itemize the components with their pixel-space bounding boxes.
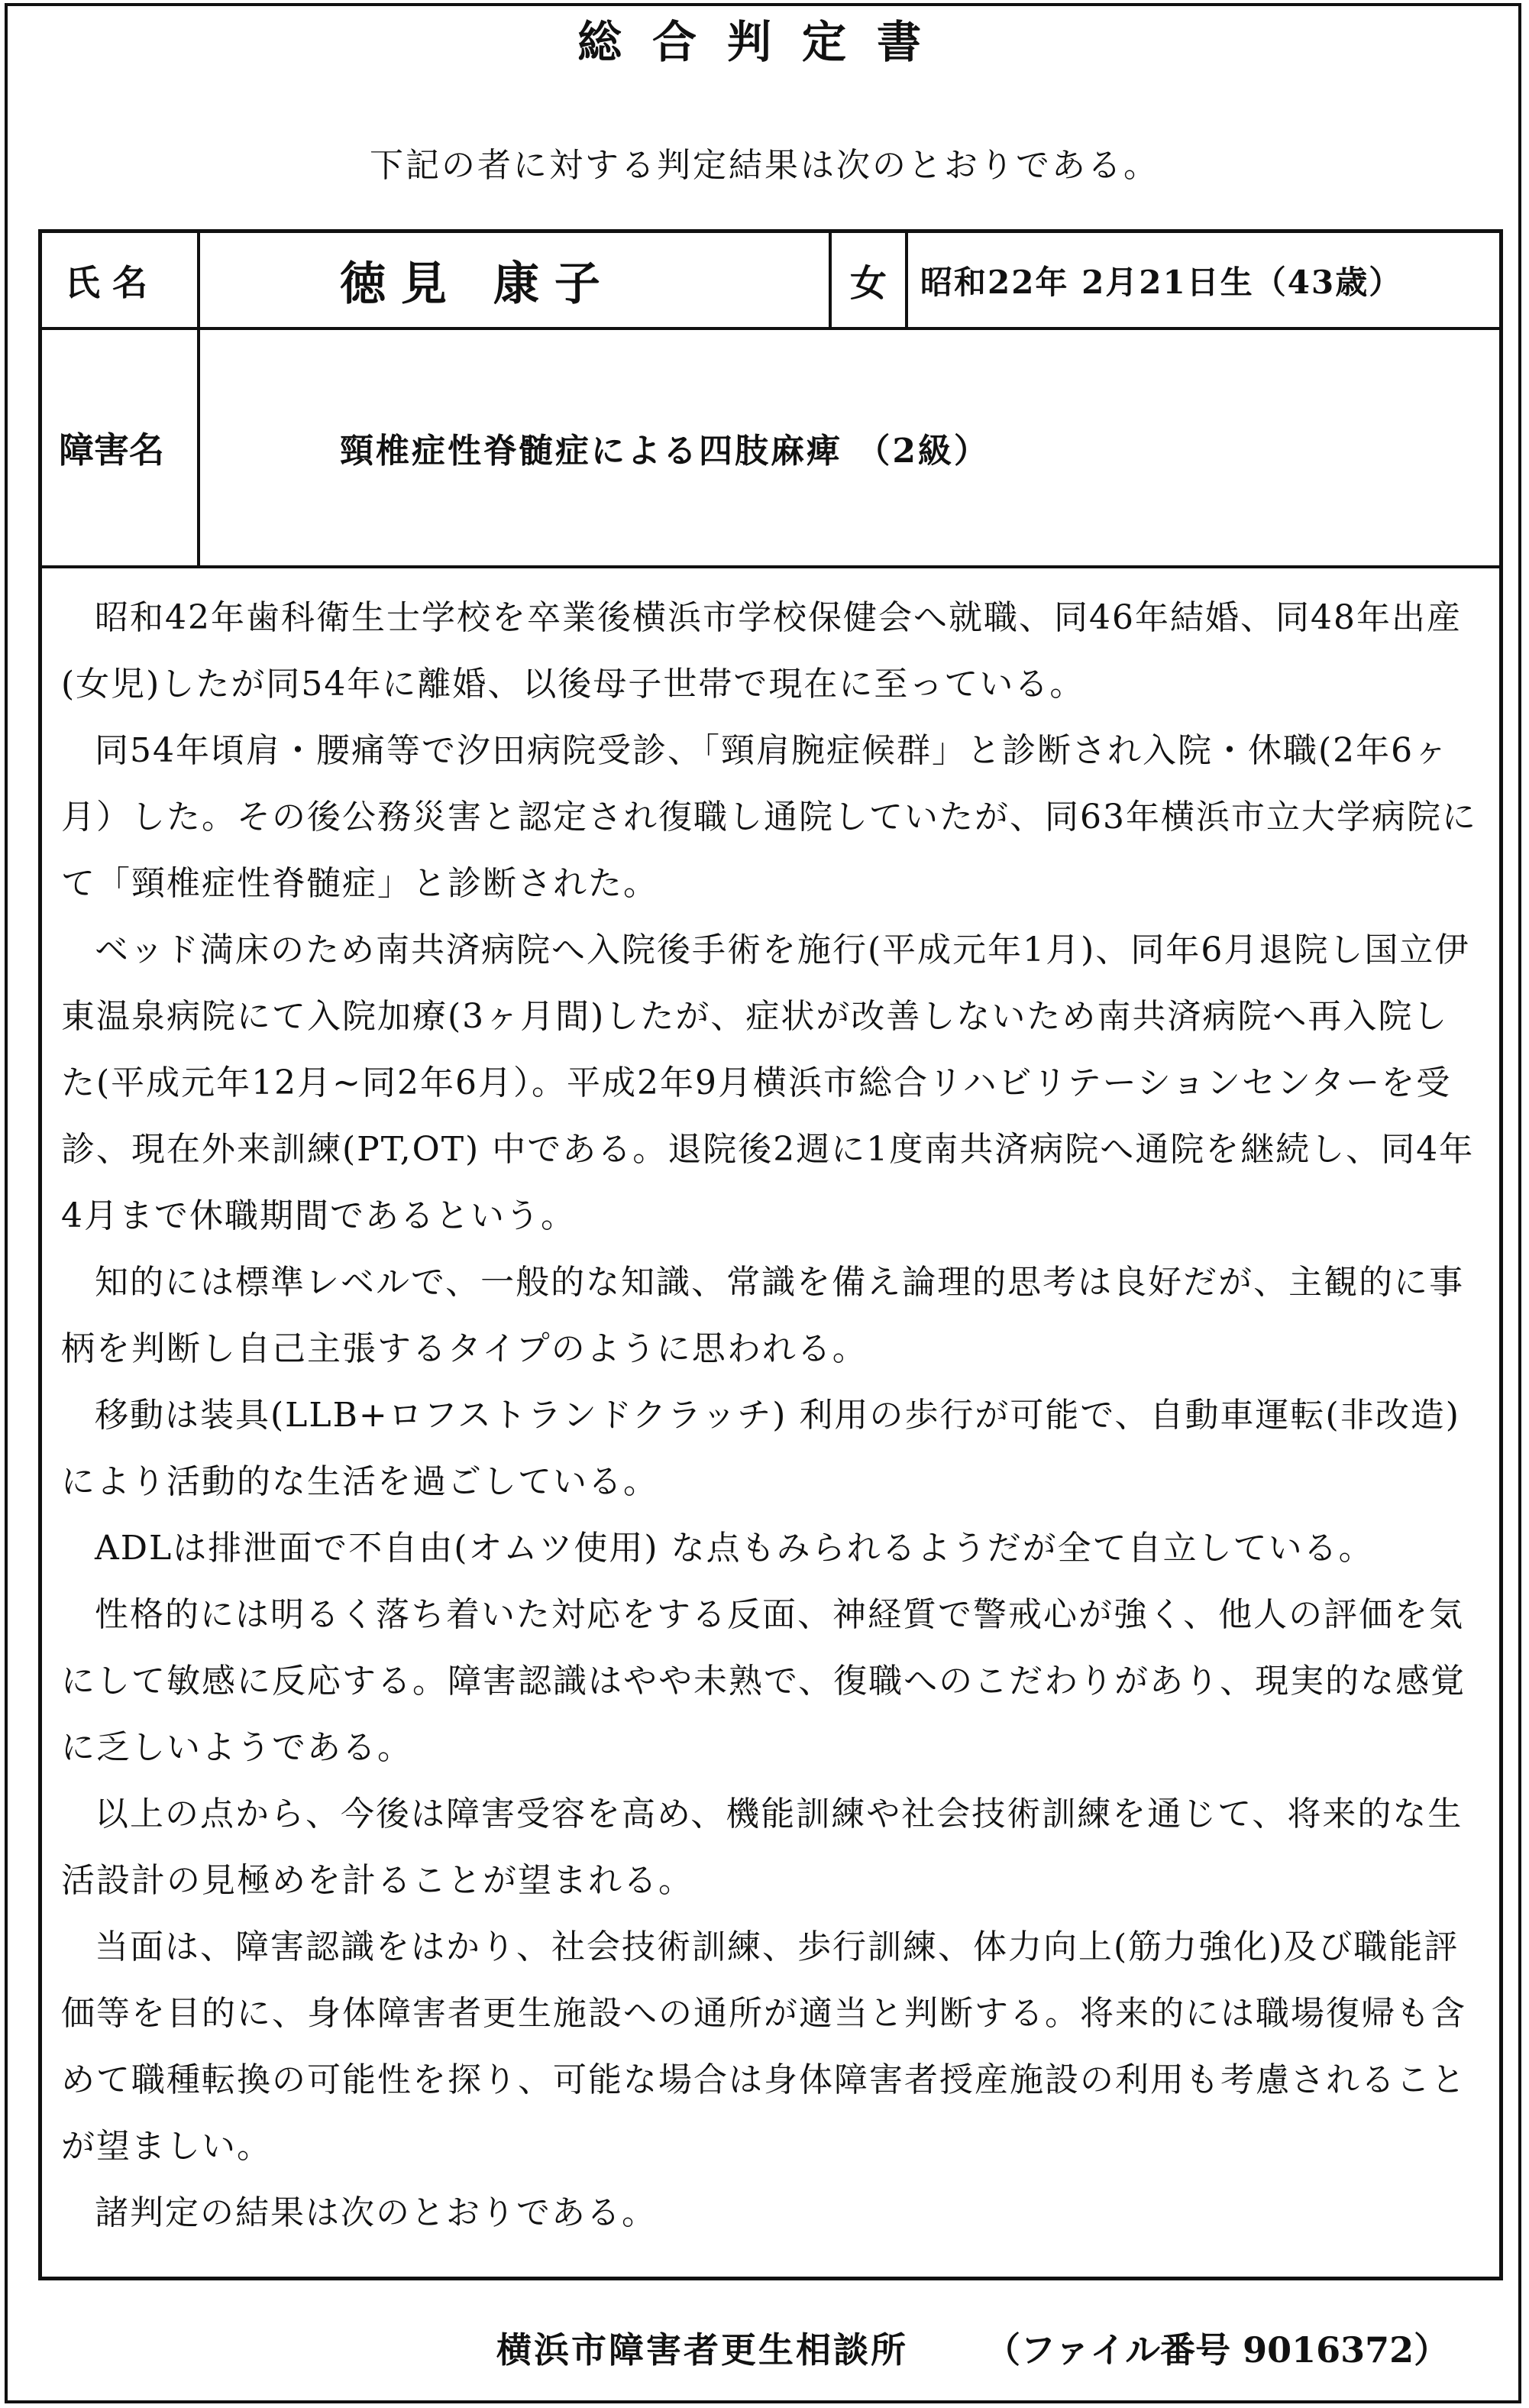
row-divider-disability bbox=[42, 565, 1499, 568]
disability-label: 障害名 bbox=[59, 429, 164, 471]
paragraph-personality: 性格的には明るく落ち着いた対応をする反面、神経質で警戒心が強く、他人の評価を気にして敏感に反応する。障害認識はやや未熟で、復職へのこだわりがあり、現実的な感覚に乏しいようである。 bbox=[61, 1595, 1466, 1767]
judgment-body bbox=[61, 584, 1482, 2246]
document-title: 総合判定書 bbox=[577, 16, 952, 68]
office-name: 横浜市障害者更生相談所 bbox=[496, 2329, 908, 2371]
paragraph-adl: ADLは排泄面で不自由(オムツ使用) な点もみられるようだが全て自立している。 bbox=[95, 1529, 1374, 1568]
paragraph-recommendation: 当面は、障害認識をはかり、社会技術訓練、歩行訓練、体力向上(筋力強化)及び職能評価等を目的に、身体障害者更生施設への通所が適当と判断する。将来的には職場復帰も含めて職種転換の可能性を探り、可能な場合は身体障害者授産施設の利用も考慮されることが望ましい。 bbox=[61, 1927, 1466, 2166]
paragraph-closing: 諸判定の結果は次のとおりである。 bbox=[95, 2193, 657, 2232]
gender-left-divider bbox=[829, 233, 832, 327]
label-column-divider bbox=[197, 233, 200, 565]
paragraph-treatment: ベッド満床のため南共済病院へ入院後手術を施行(平成元年1月)、同年6月退院し国立伊東温泉病院にて入院加療(3ヶ月間)したが、症状が改善しないため南共済病院へ再入院した(平成元年12月~同2年6月）。平成2年9月横浜市総合リハビリテーションセンターを受診、現在外来訓練(PT,OT) 中である。退院後2週に1度南共済病院へ通院を継続し、同4年4月まで休職期間であるという。 bbox=[61, 931, 1475, 1235]
paragraph-mobility: 移動は装具(LLB+ロフストランドクラッチ) 利用の歩行が可能で、自動車運転(非改造) により活動的な生活を過ごしている。 bbox=[61, 1396, 1460, 1501]
name-label: 氏 名 bbox=[65, 261, 148, 303]
paragraph-intellect: 知的には標準レベルで、一般的な知識、常識を備え論理的思考は良好だが、主観的に事柄を判断し自己主張するタイプのように思われる。 bbox=[61, 1263, 1465, 1368]
intro-sentence: 下記の者に対する判定結果は次のとおりである。 bbox=[370, 146, 1159, 185]
disability-name: 頸椎症性脊髄症による四肢麻痺 （2級） bbox=[340, 432, 990, 471]
paragraph-history: 昭和42年歯科衛生士学校を卒業後横浜市学校保健会へ就職、同46年結婚、同48年出産(女児)したが同54年に離婚、以後母子世帯で現在に至っている。 bbox=[61, 598, 1462, 704]
birth-date: 昭和22年 2月21日生（43歳） bbox=[920, 263, 1403, 301]
paragraph-medical: 同54年頃肩・腰痛等で汐田病院受診、「頸肩腕症候群」と診断され入院・休職(2年6ヶ月）した。その後公務災害と認定され復職し通院していたが、同63年横浜市立大学病院にて「頸椎症性脊髄症」と診断された。 bbox=[61, 731, 1477, 903]
file-number: （ファイル番号 9016372） bbox=[985, 2329, 1450, 2371]
person-name: 徳見 康子 bbox=[340, 257, 616, 311]
gender-value: 女 bbox=[850, 262, 887, 305]
gender-right-divider bbox=[905, 233, 908, 327]
paragraph-outlook: 以上の点から、今後は障害受容を高め、機能訓練や社会技術訓練を通じて、将来的な生活設計の見極めを計ることが望まれる。 bbox=[61, 1795, 1463, 1900]
